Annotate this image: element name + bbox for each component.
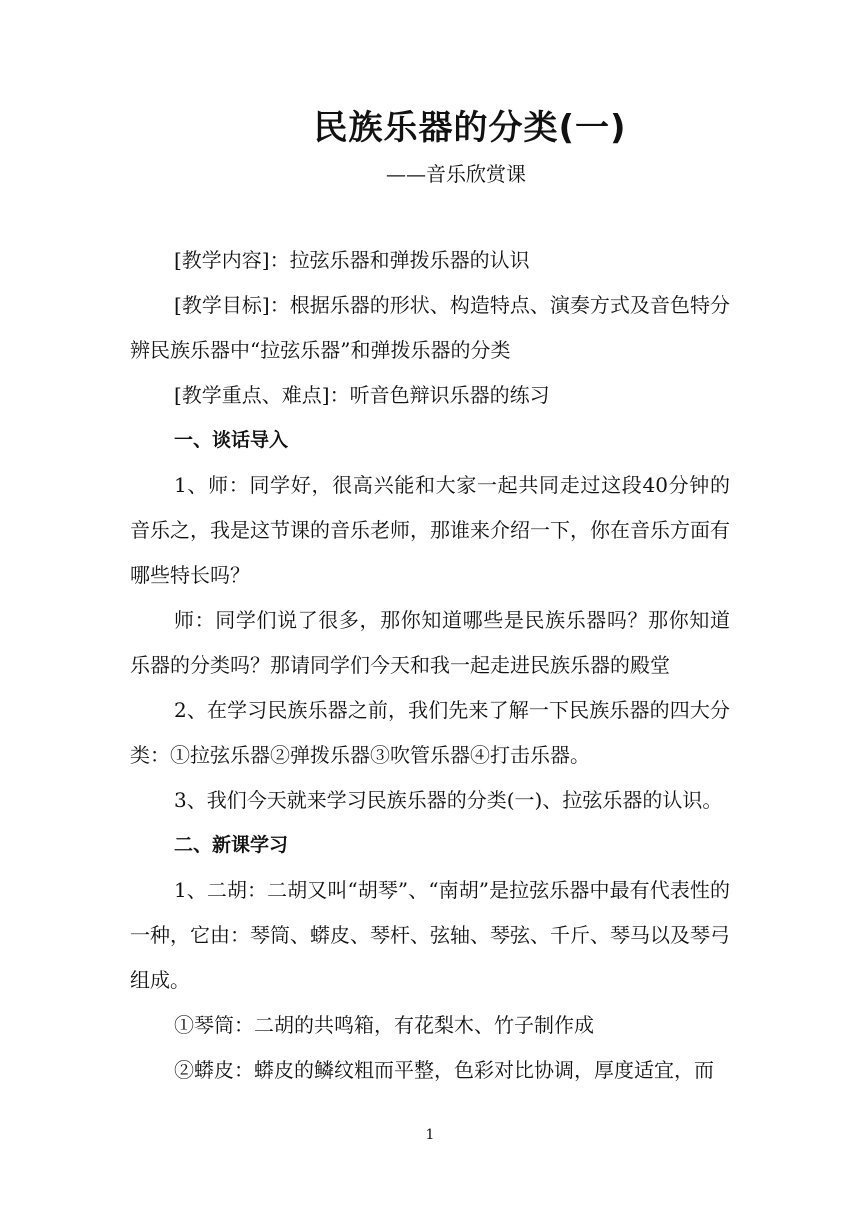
section-heading-intro: 一、谈话导入 — [174, 429, 289, 451]
paragraph-teaching-content: [教学内容]：拉弦乐器和弹拨乐器的认识 — [174, 248, 530, 272]
paragraph-teaching-goal: [教学目标]：根据乐器的形状、构造特点、演奏方式及音色特分辨民族乐器中“拉弦乐器”和弹拨乐器的分类 — [130, 293, 730, 362]
paragraph-mangpi: ②蟒皮：蟒皮的鳞纹粗而平整，色彩对比协调，厚度适宜，而 — [174, 1058, 714, 1082]
document-subtitle: ——音乐欣赏课 — [386, 162, 526, 186]
paragraph-intro-2: 2、在学习民族乐器之前，我们先来了解一下民族乐器的四大分类：①拉弦乐器②弹拨乐器③吹管乐器④打击乐器。 — [130, 698, 730, 767]
section-heading-new-lesson: 二、新课学习 — [174, 834, 289, 856]
paragraph-intro-1: 1、师：同学好，很高兴能和大家一起共同走过这段40分钟的音乐之，我是这节课的音乐老师，那谁来介绍一下，你在音乐方面有哪些特长吗？ — [130, 473, 730, 587]
paragraph-intro-3: 3、我们今天就来学习民族乐器的分类(一)、拉弦乐器的认识。 — [174, 788, 723, 812]
paragraph-erhu: 1、二胡：二胡又叫“胡琴”、“南胡”是拉弦乐器中最有代表性的一种，它由：琴筒、蟒皮、琴杆、弦轴、琴弦、千斤、琴马以及琴弓组成。 — [130, 878, 730, 992]
document-title: 民族乐器的分类(一) — [313, 108, 627, 148]
paragraph-intro-teacher: 师：同学们说了很多，那你知道哪些是民族乐器吗？那你知道乐器的分类吗？那请同学们今天和我一起走进民族乐器的殿堂 — [130, 608, 730, 677]
paragraph-key-points: [教学重点、难点]：听音色辩识乐器的练习 — [174, 383, 550, 407]
paragraph-qintong: ①琴筒：二胡的共鸣箱，有花梨木、竹子制作成 — [174, 1013, 594, 1037]
page-number: 1 — [425, 1127, 435, 1143]
document-body — [130, 238, 730, 1093]
